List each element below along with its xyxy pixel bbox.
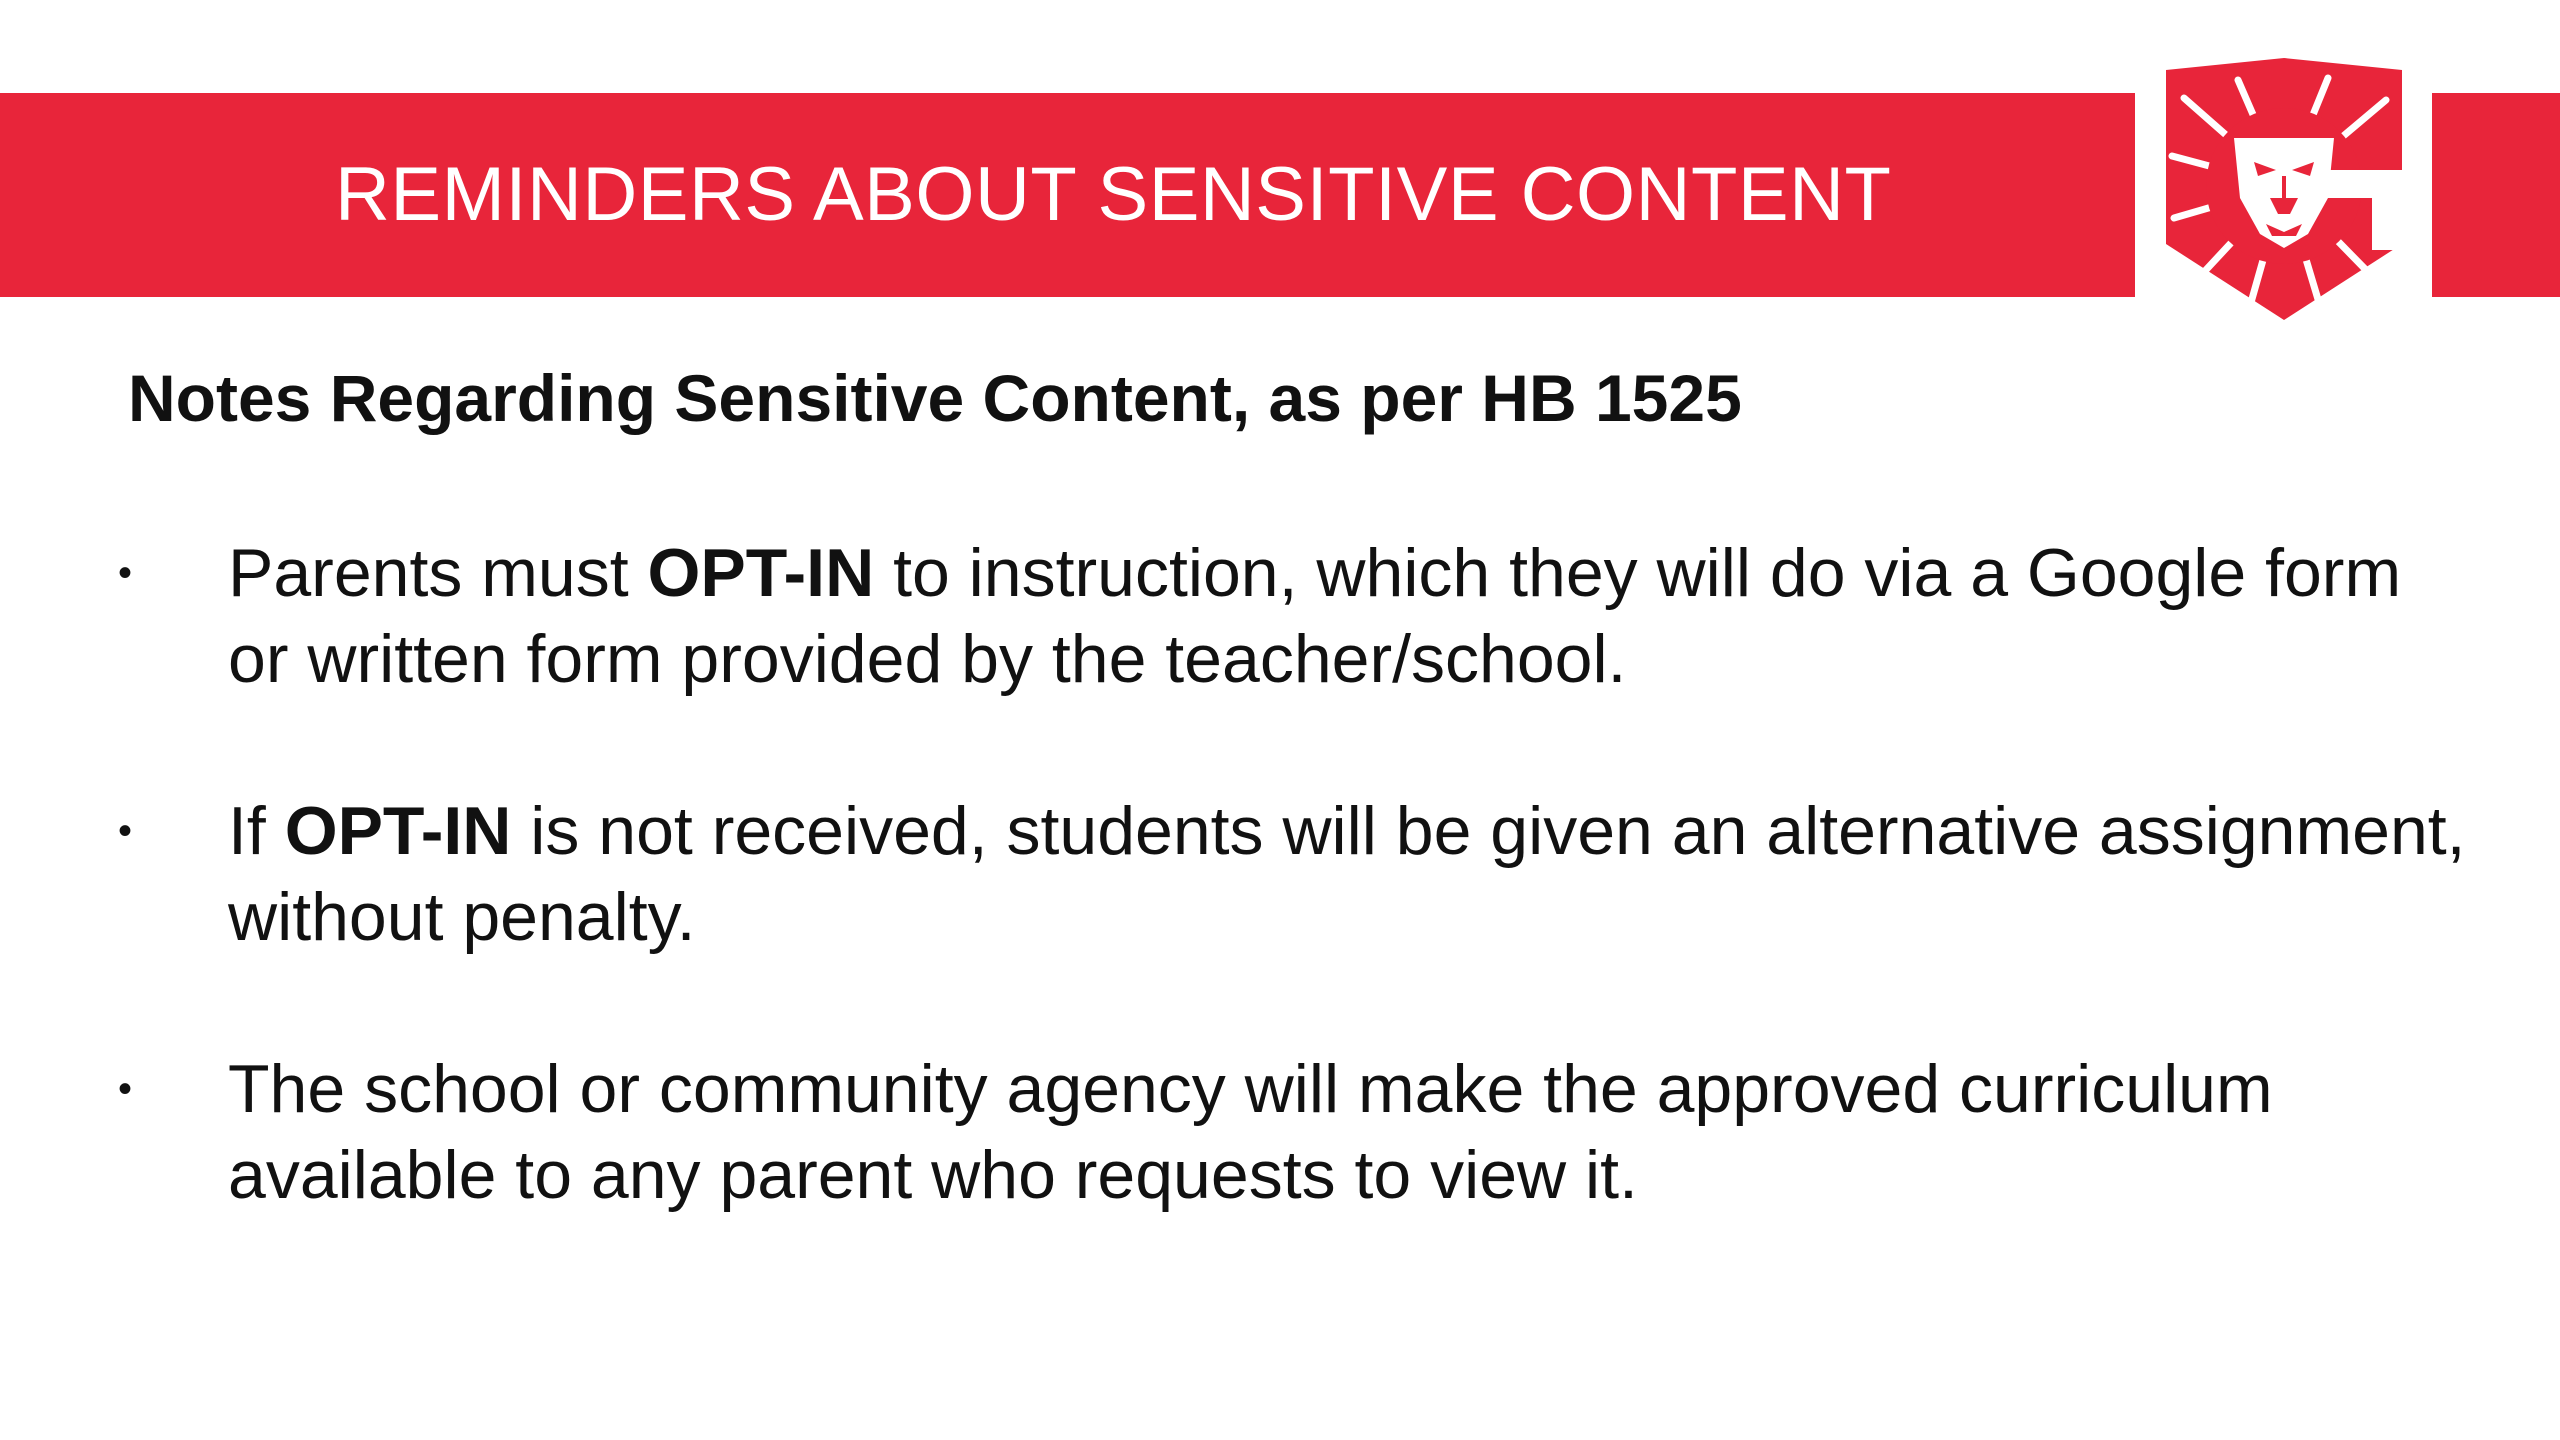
content-heading: Notes Regarding Sensitive Content, as per HB 1525 xyxy=(128,361,1742,435)
list-item xyxy=(118,530,2478,702)
bullet-text-bold: OPT-IN xyxy=(647,535,875,611)
list-item xyxy=(118,1046,2478,1218)
bullet-text-post: to instruction, which they will do via a Google form or written form provided by the teacher/school. xyxy=(228,535,2402,697)
bullet-list xyxy=(118,530,2478,1304)
bullet-text-pre: Parents must xyxy=(228,535,648,611)
bullet-text-pre: The school or community agency will make the approved curriculum available to any parent who requests to view it. xyxy=(228,1051,2273,1213)
title-banner-right xyxy=(2432,93,2560,297)
bullet-icon: • xyxy=(118,1067,133,1111)
bullet-text-bold: OPT-IN xyxy=(284,793,512,869)
slide-title: REMINDERS ABOUT SENSITIVE CONTENT xyxy=(335,152,1892,237)
bullet-icon: • xyxy=(118,551,133,595)
bullet-icon: • xyxy=(118,809,133,853)
bullet-text-post: is not received, students will be given an alternative assignment, without penalty. xyxy=(228,793,2466,955)
bullet-text-pre: If xyxy=(228,793,285,869)
lion-shield-logo-icon xyxy=(2158,58,2410,322)
list-item xyxy=(118,788,2478,960)
